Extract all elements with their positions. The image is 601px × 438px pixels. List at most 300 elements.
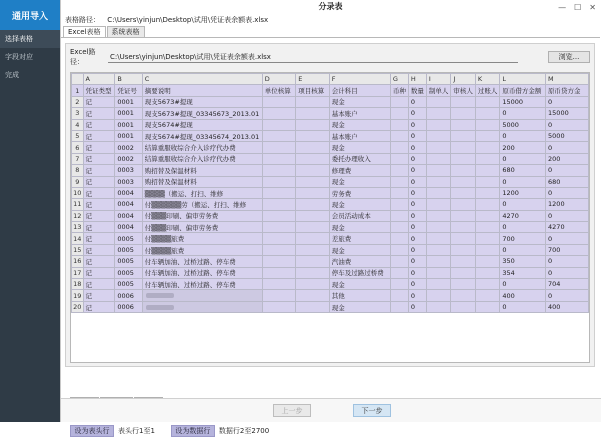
table-cell[interactable]	[390, 222, 408, 233]
table-cell[interactable]	[390, 267, 408, 278]
table-cell[interactable]: 0	[408, 233, 426, 244]
table-cell[interactable]	[475, 176, 500, 187]
table-cell[interactable]: ▒▒▒▒（搬运、打扫、维修	[142, 187, 262, 198]
table-cell[interactable]	[262, 108, 296, 119]
table-row[interactable]	[72, 165, 589, 176]
column-letter-header[interactable]: A	[83, 74, 115, 85]
table-cell[interactable]: 0	[546, 233, 589, 244]
table-cell[interactable]: 记	[83, 279, 115, 290]
table-row[interactable]	[72, 301, 589, 312]
excel-path-field[interactable]: C:\Users\yinjun\Desktop\试用\凭证表余额表.xlsx	[108, 52, 518, 63]
row-number[interactable]: 15	[73, 246, 82, 255]
table-row[interactable]	[72, 290, 589, 301]
table-cell[interactable]: 数量	[408, 85, 426, 96]
table-cell[interactable]	[390, 233, 408, 244]
row-number[interactable]: 19	[73, 291, 82, 300]
table-cell[interactable]	[390, 301, 408, 312]
table-cell[interactable]	[451, 119, 476, 130]
table-cell[interactable]: 0004	[115, 199, 142, 210]
row-number[interactable]: 12	[73, 211, 82, 220]
table-cell[interactable]	[451, 301, 476, 312]
table-cell[interactable]: 0001	[115, 96, 142, 107]
tab-excel[interactable]: Excel表格	[63, 26, 106, 37]
table-cell[interactable]: 0	[546, 187, 589, 198]
table-cell[interactable]: 5000	[500, 119, 546, 130]
table-cell[interactable]: 现金	[329, 119, 390, 130]
table-cell[interactable]: 0	[408, 176, 426, 187]
table-cell[interactable]	[426, 222, 451, 233]
table-cell[interactable]: 0	[408, 290, 426, 301]
close-icon[interactable]: ✕	[589, 3, 596, 12]
table-cell[interactable]: 700	[546, 244, 589, 255]
table-cell[interactable]	[451, 267, 476, 278]
row-number[interactable]: 5	[72, 130, 84, 141]
table-cell[interactable]: 审核人	[451, 85, 476, 96]
table-cell[interactable]: 凭证号	[115, 85, 142, 96]
table-cell[interactable]	[262, 290, 296, 301]
table-cell[interactable]: 0001	[115, 130, 142, 141]
table-row[interactable]	[72, 142, 589, 153]
table-cell[interactable]: 700	[500, 233, 546, 244]
column-letter-header[interactable]: L	[500, 74, 546, 85]
row-number[interactable]: 16	[73, 257, 82, 266]
table-cell[interactable]: 0	[408, 108, 426, 119]
table-row[interactable]	[72, 210, 589, 221]
table-cell[interactable]	[296, 256, 330, 267]
table-cell[interactable]	[475, 108, 500, 119]
table-cell[interactable]: 0	[408, 130, 426, 141]
minimize-icon[interactable]: —	[558, 3, 567, 12]
table-cell[interactable]: 0	[500, 130, 546, 141]
table-cell[interactable]	[426, 119, 451, 130]
table-cell[interactable]	[451, 256, 476, 267]
table-cell[interactable]: 记	[83, 153, 115, 164]
table-cell[interactable]	[296, 222, 330, 233]
table-cell[interactable]: 现金	[329, 244, 390, 255]
table-cell[interactable]: 修理费	[329, 165, 390, 176]
table-cell[interactable]	[451, 222, 476, 233]
table-cell[interactable]	[426, 176, 451, 187]
table-cell[interactable]: 0	[500, 244, 546, 255]
table-cell[interactable]: 0005	[115, 233, 142, 244]
table-cell[interactable]: 0	[408, 142, 426, 153]
table-cell[interactable]	[475, 290, 500, 301]
table-cell[interactable]	[296, 301, 330, 312]
table-cell[interactable]	[390, 279, 408, 290]
table-cell[interactable]	[142, 301, 262, 312]
table-cell[interactable]: 记	[83, 290, 115, 301]
table-cell[interactable]: 0005	[115, 279, 142, 290]
table-cell[interactable]: 购招替及保温材料	[142, 176, 262, 187]
table-cell[interactable]: 0002	[115, 153, 142, 164]
table-cell[interactable]: 记	[83, 267, 115, 278]
table-cell[interactable]	[451, 108, 476, 119]
table-cell[interactable]: 付▒▒▒▒▒▒劳（搬运、打扫、维修	[142, 199, 262, 210]
table-cell[interactable]	[262, 142, 296, 153]
table-cell[interactable]: 现支5674#提现_03345674_2013.01	[142, 130, 262, 141]
table-cell[interactable]	[426, 267, 451, 278]
table-row[interactable]	[72, 267, 589, 278]
row-number[interactable]: 7	[72, 153, 84, 164]
table-cell[interactable]: 记	[83, 187, 115, 198]
table-cell[interactable]	[475, 130, 500, 141]
table-cell[interactable]	[390, 199, 408, 210]
table-cell[interactable]: 付▒▒▒▒旅费	[142, 233, 262, 244]
table-cell[interactable]: 现金	[329, 222, 390, 233]
table-cell[interactable]	[475, 153, 500, 164]
table-cell[interactable]	[262, 199, 296, 210]
table-cell[interactable]	[296, 210, 330, 221]
table-cell[interactable]: 0	[546, 290, 589, 301]
set-data-row-button[interactable]: 设为数据行	[171, 425, 215, 437]
column-letter-header[interactable]: M	[546, 74, 589, 85]
table-cell[interactable]: 200	[546, 153, 589, 164]
table-row[interactable]	[72, 279, 589, 290]
column-letter-header[interactable]: G	[390, 74, 408, 85]
table-cell[interactable]: 15000	[546, 108, 589, 119]
table-cell[interactable]	[426, 279, 451, 290]
table-cell[interactable]	[426, 199, 451, 210]
table-cell[interactable]: 400	[500, 290, 546, 301]
column-letter-header[interactable]: I	[426, 74, 451, 85]
row-number[interactable]: 6	[72, 142, 84, 153]
table-cell[interactable]	[451, 165, 476, 176]
row-number[interactable]: 2	[72, 96, 84, 107]
table-cell[interactable]	[451, 187, 476, 198]
table-cell[interactable]	[426, 233, 451, 244]
table-cell[interactable]: 1200	[546, 199, 589, 210]
table-cell[interactable]	[426, 210, 451, 221]
table-cell[interactable]: 记	[83, 244, 115, 255]
table-cell[interactable]: 记	[83, 176, 115, 187]
table-cell[interactable]: 现金	[329, 142, 390, 153]
table-cell[interactable]: 704	[546, 279, 589, 290]
table-cell[interactable]	[296, 176, 330, 187]
table-cell[interactable]	[296, 153, 330, 164]
table-cell[interactable]: 记	[83, 222, 115, 233]
table-cell[interactable]: 记	[83, 233, 115, 244]
table-cell[interactable]: 350	[500, 256, 546, 267]
table-cell[interactable]: 0	[546, 267, 589, 278]
table-cell[interactable]: 原币贷方金	[546, 85, 589, 96]
table-cell[interactable]	[262, 119, 296, 130]
table-cell[interactable]	[296, 233, 330, 244]
table-cell[interactable]	[262, 96, 296, 107]
table-cell[interactable]: 0	[408, 256, 426, 267]
table-cell[interactable]: 0	[408, 165, 426, 176]
table-cell[interactable]: 0006	[115, 301, 142, 312]
table-cell[interactable]: 15000	[500, 96, 546, 107]
table-cell[interactable]	[426, 96, 451, 107]
table-cell[interactable]: 0	[408, 301, 426, 312]
table-cell[interactable]: 记	[83, 165, 115, 176]
table-cell[interactable]	[426, 153, 451, 164]
row-number[interactable]: 9	[72, 176, 84, 187]
table-cell[interactable]: 0003	[115, 176, 142, 187]
table-cell[interactable]: 制单人	[426, 85, 451, 96]
table-cell[interactable]: 400	[546, 301, 589, 312]
table-cell[interactable]	[296, 96, 330, 107]
table-cell[interactable]: 结算重服收综合介入诊疗代办费	[142, 153, 262, 164]
table-cell[interactable]	[296, 279, 330, 290]
table-cell[interactable]: 原币借方金额	[500, 85, 546, 96]
table-cell[interactable]	[475, 142, 500, 153]
table-cell[interactable]: 现支5674#提现	[142, 119, 262, 130]
table-cell[interactable]: 680	[546, 176, 589, 187]
sheet-grid[interactable]	[70, 72, 590, 363]
table-cell[interactable]: 现支5673#提现_03345673_2013.01	[142, 108, 262, 119]
table-cell[interactable]: 0	[546, 165, 589, 176]
table-cell[interactable]	[426, 256, 451, 267]
table-cell[interactable]	[142, 290, 262, 301]
row-number[interactable]: 8	[72, 165, 84, 176]
table-cell[interactable]: 0001	[115, 119, 142, 130]
table-cell[interactable]: 0	[546, 96, 589, 107]
sidebar-item-finish[interactable]: 完成	[5, 71, 19, 79]
table-cell[interactable]: 0	[546, 210, 589, 221]
table-row[interactable]	[72, 119, 589, 130]
table-cell[interactable]: 0	[408, 187, 426, 198]
table-cell[interactable]	[390, 210, 408, 221]
table-cell[interactable]	[262, 165, 296, 176]
row-number[interactable]: 11	[73, 200, 82, 209]
table-cell[interactable]: 现金	[329, 301, 390, 312]
table-row[interactable]	[72, 96, 589, 107]
table-cell[interactable]: 0	[500, 279, 546, 290]
table-cell[interactable]: 0004	[115, 187, 142, 198]
row-number[interactable]: 13	[73, 223, 82, 232]
table-row[interactable]	[72, 244, 589, 255]
table-cell[interactable]	[451, 142, 476, 153]
table-cell[interactable]: 0	[500, 199, 546, 210]
table-cell[interactable]: 项目核算	[296, 85, 330, 96]
table-cell[interactable]	[262, 256, 296, 267]
table-row[interactable]	[72, 256, 589, 267]
table-cell[interactable]	[262, 130, 296, 141]
table-cell[interactable]: 354	[500, 267, 546, 278]
table-row[interactable]	[72, 153, 589, 164]
table-row[interactable]	[72, 187, 589, 198]
table-cell[interactable]	[451, 96, 476, 107]
prev-step-button[interactable]: 上一步	[273, 404, 311, 417]
table-cell[interactable]	[426, 165, 451, 176]
table-cell[interactable]: 0005	[115, 267, 142, 278]
table-cell[interactable]	[475, 267, 500, 278]
table-cell[interactable]	[262, 244, 296, 255]
table-cell[interactable]: 0	[500, 301, 546, 312]
table-cell[interactable]	[451, 233, 476, 244]
browse-button[interactable]: 浏览...	[548, 51, 590, 63]
table-cell[interactable]	[451, 279, 476, 290]
table-cell[interactable]	[475, 199, 500, 210]
table-cell[interactable]	[390, 290, 408, 301]
header-data-row[interactable]	[72, 85, 589, 96]
table-cell[interactable]	[475, 165, 500, 176]
table-cell[interactable]: 凭证类型	[83, 85, 115, 96]
table-cell[interactable]: 差旅费	[329, 233, 390, 244]
table-cell[interactable]: 币种	[390, 85, 408, 96]
table-cell[interactable]: 0004	[115, 210, 142, 221]
table-cell[interactable]: 4270	[500, 210, 546, 221]
table-cell[interactable]	[296, 187, 330, 198]
table-cell[interactable]: 0006	[115, 290, 142, 301]
table-cell[interactable]	[390, 165, 408, 176]
table-cell[interactable]	[475, 279, 500, 290]
set-header-row-button[interactable]: 设为表头行	[70, 425, 114, 437]
table-row[interactable]	[72, 222, 589, 233]
table-cell[interactable]	[296, 199, 330, 210]
table-cell[interactable]: 0005	[115, 244, 142, 255]
table-cell[interactable]: 0	[500, 176, 546, 187]
sidebar-item-field-mapping[interactable]: 字段对应	[5, 53, 33, 61]
table-cell[interactable]	[390, 244, 408, 255]
table-cell[interactable]	[296, 108, 330, 119]
table-cell[interactable]: 记	[83, 142, 115, 153]
table-cell[interactable]: 0002	[115, 142, 142, 153]
table-cell[interactable]: 0	[408, 153, 426, 164]
table-cell[interactable]	[475, 222, 500, 233]
sidebar-item-select-table[interactable]: 选择表格	[0, 30, 60, 48]
table-cell[interactable]: 汽油费	[329, 256, 390, 267]
row-number[interactable]: 14	[73, 234, 82, 243]
table-cell[interactable]: 记	[83, 96, 115, 107]
table-cell[interactable]	[262, 301, 296, 312]
table-cell[interactable]	[475, 210, 500, 221]
table-cell[interactable]: 0	[546, 142, 589, 153]
table-cell[interactable]: 现金	[329, 96, 390, 107]
table-cell[interactable]: 记	[83, 256, 115, 267]
table-cell[interactable]	[451, 130, 476, 141]
maximize-icon[interactable]: ☐	[574, 3, 582, 12]
data-table[interactable]	[71, 73, 589, 313]
table-cell[interactable]	[262, 210, 296, 221]
table-cell[interactable]	[426, 130, 451, 141]
row-number[interactable]: 17	[73, 268, 82, 277]
table-cell[interactable]: 1200	[500, 187, 546, 198]
table-cell[interactable]	[451, 153, 476, 164]
table-cell[interactable]	[262, 222, 296, 233]
table-cell[interactable]: 0	[408, 119, 426, 130]
table-cell[interactable]: 记	[83, 199, 115, 210]
table-cell[interactable]	[475, 187, 500, 198]
table-cell[interactable]	[296, 244, 330, 255]
table-cell[interactable]	[475, 119, 500, 130]
table-cell[interactable]	[390, 96, 408, 107]
table-cell[interactable]	[451, 290, 476, 301]
row-number[interactable]: 4	[72, 119, 84, 130]
table-cell[interactable]	[426, 108, 451, 119]
row-number[interactable]: 18	[73, 280, 82, 289]
table-row[interactable]	[72, 199, 589, 210]
table-cell[interactable]	[426, 187, 451, 198]
table-cell[interactable]	[296, 130, 330, 141]
table-cell[interactable]: 其他	[329, 290, 390, 301]
table-cell[interactable]	[475, 256, 500, 267]
table-cell[interactable]: 摘要说明	[142, 85, 262, 96]
table-cell[interactable]: 基本账户	[329, 130, 390, 141]
column-letter-header[interactable]: J	[451, 74, 476, 85]
table-cell[interactable]: 5000	[546, 130, 589, 141]
table-cell[interactable]: 0	[408, 210, 426, 221]
table-cell[interactable]: 付▒▒▒印刷、偏审劳务费	[142, 222, 262, 233]
table-cell[interactable]	[475, 301, 500, 312]
table-cell[interactable]	[262, 279, 296, 290]
table-cell[interactable]	[426, 244, 451, 255]
table-cell[interactable]: 付车辆加油、过桥过路、停车费	[142, 279, 262, 290]
table-cell[interactable]: 0004	[115, 222, 142, 233]
table-cell[interactable]: 记	[83, 130, 115, 141]
table-cell[interactable]	[296, 119, 330, 130]
table-cell[interactable]	[390, 176, 408, 187]
table-cell[interactable]: 现支5673#提现	[142, 96, 262, 107]
table-cell[interactable]	[451, 244, 476, 255]
table-cell[interactable]: 购招替及保温材料	[142, 165, 262, 176]
table-cell[interactable]	[390, 108, 408, 119]
table-cell[interactable]: 4270	[546, 222, 589, 233]
tab-system[interactable]: 系统表格	[107, 26, 145, 37]
table-cell[interactable]	[296, 267, 330, 278]
column-letter-header[interactable]: F	[329, 74, 390, 85]
table-cell[interactable]	[451, 210, 476, 221]
table-cell[interactable]: 0	[546, 119, 589, 130]
table-cell[interactable]	[296, 165, 330, 176]
table-cell[interactable]: 0	[408, 244, 426, 255]
table-cell[interactable]	[451, 199, 476, 210]
table-cell[interactable]	[426, 290, 451, 301]
table-cell[interactable]: 现金	[329, 279, 390, 290]
table-cell[interactable]: 会计科目	[329, 85, 390, 96]
table-cell[interactable]	[390, 119, 408, 130]
table-cell[interactable]: 会员活动成本	[329, 210, 390, 221]
row-number[interactable]: 3	[72, 108, 84, 119]
column-letter-header[interactable]: E	[296, 74, 330, 85]
table-cell[interactable]	[475, 233, 500, 244]
table-cell[interactable]	[426, 301, 451, 312]
column-letter-header[interactable]: D	[262, 74, 296, 85]
table-cell[interactable]: 付▒▒▒印刷、偏审劳务费	[142, 210, 262, 221]
row-number[interactable]: 1	[72, 85, 84, 96]
table-cell[interactable]	[426, 142, 451, 153]
table-cell[interactable]	[262, 267, 296, 278]
table-cell[interactable]: 0	[408, 199, 426, 210]
table-cell[interactable]: 0003	[115, 165, 142, 176]
table-cell[interactable]	[390, 153, 408, 164]
column-letter-header[interactable]: B	[115, 74, 142, 85]
table-cell[interactable]: 单位核算	[262, 85, 296, 96]
table-cell[interactable]: 付▒▒▒▒旅费	[142, 244, 262, 255]
table-cell[interactable]: 基本账户	[329, 108, 390, 119]
table-cell[interactable]: 200	[500, 142, 546, 153]
table-cell[interactable]	[451, 176, 476, 187]
table-cell[interactable]: 现金	[329, 176, 390, 187]
column-letter-header[interactable]: C	[142, 74, 262, 85]
table-cell[interactable]: 付车辆加油、过桥过路、停车费	[142, 267, 262, 278]
table-cell[interactable]	[390, 142, 408, 153]
table-cell[interactable]	[390, 256, 408, 267]
table-cell[interactable]: 0	[408, 267, 426, 278]
table-cell[interactable]: 0001	[115, 108, 142, 119]
table-cell[interactable]: 过账人	[475, 85, 500, 96]
table-cell[interactable]: 记	[83, 108, 115, 119]
table-cell[interactable]: 现金	[329, 199, 390, 210]
next-step-button[interactable]: 下一步	[353, 404, 391, 417]
table-cell[interactable]	[296, 142, 330, 153]
table-cell[interactable]: 委托办理收入	[329, 153, 390, 164]
table-row[interactable]	[72, 233, 589, 244]
table-cell[interactable]: 0	[546, 256, 589, 267]
table-cell[interactable]: 结算重服收综合介入诊疗代办费	[142, 142, 262, 153]
table-cell[interactable]: 停车及过路过桥费	[329, 267, 390, 278]
